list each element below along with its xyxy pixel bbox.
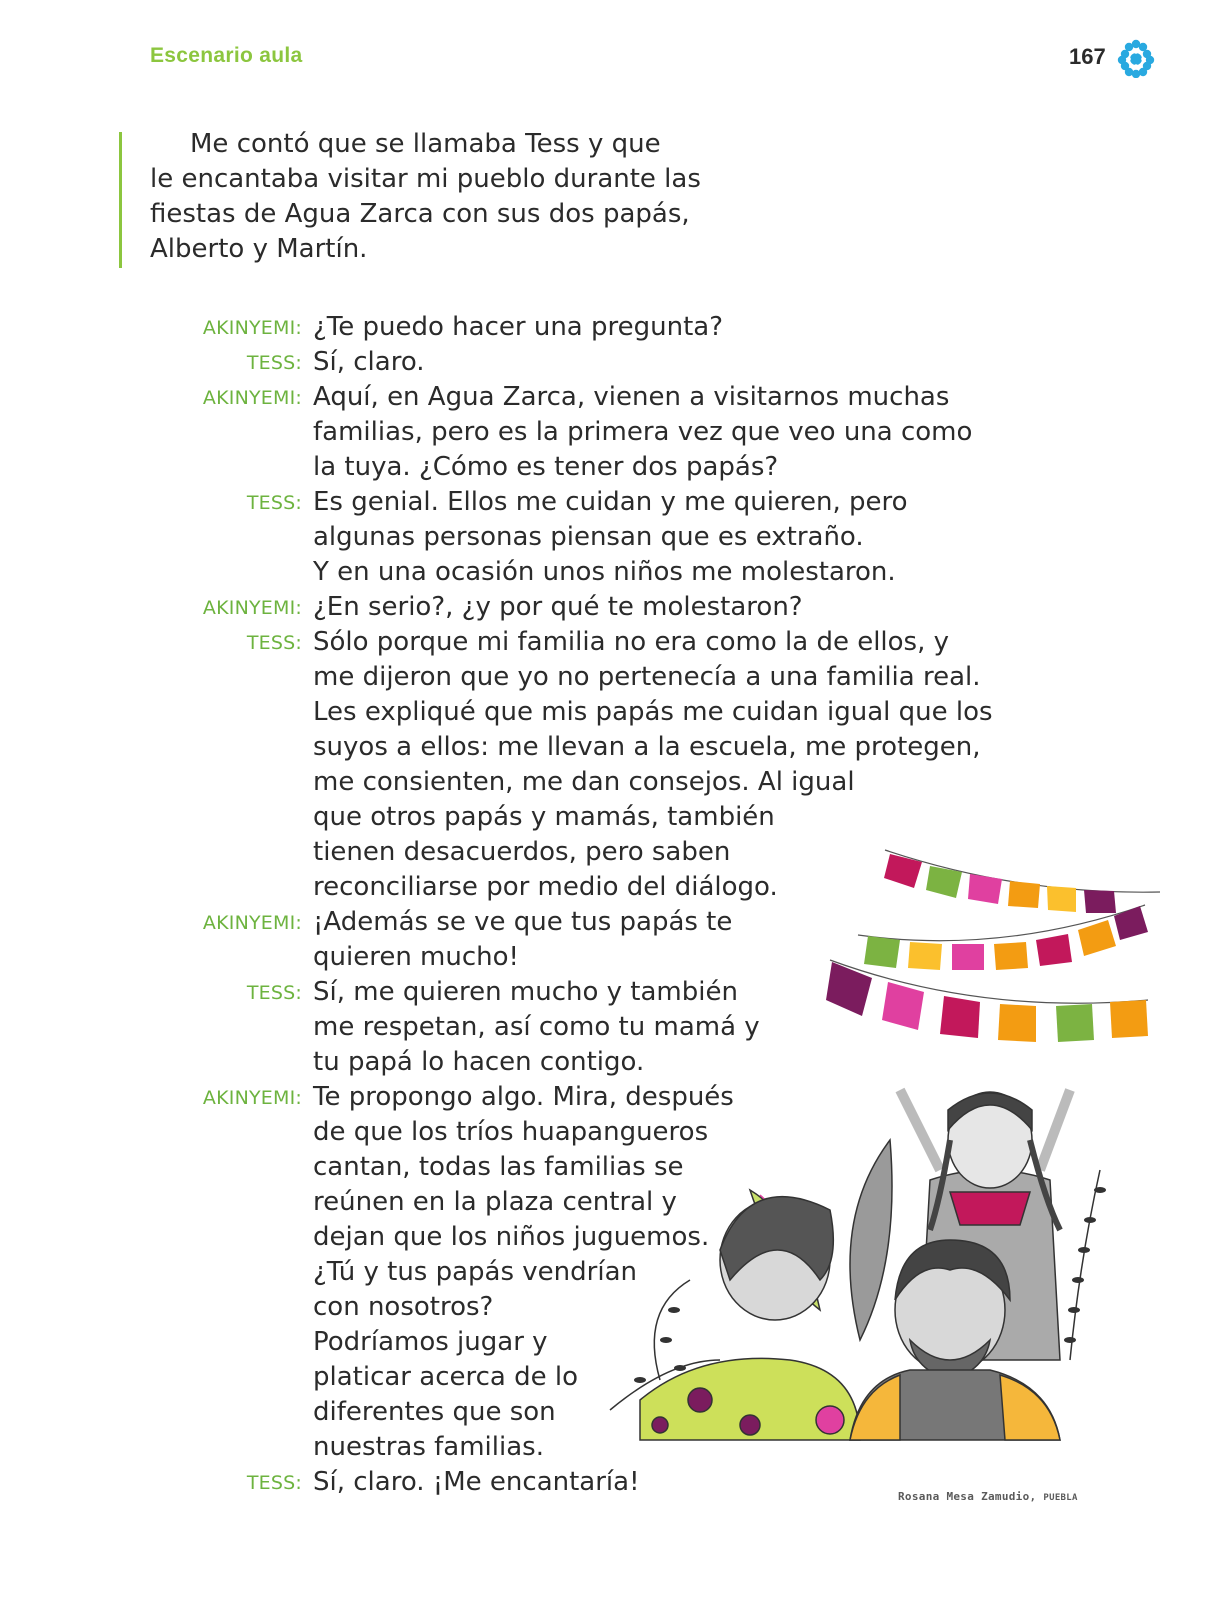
speech-line: reúnen en la plaza central y: [313, 1187, 677, 1217]
speech-line: que otros papás y mamás, también: [313, 802, 775, 832]
speech-line: tu papá lo hacen contigo.: [313, 1047, 645, 1077]
speaker-label: AKINYEMI:: [202, 387, 302, 409]
speech-line: ¿Tú y tus papás vendrían: [313, 1257, 637, 1287]
credit-author: Rosana Mesa Zamudio,: [898, 1490, 1037, 1503]
intro-line: Me contó que se llamaba Tess y que: [190, 129, 661, 159]
speech-line: la tuya. ¿Cómo es tener dos papás?: [313, 452, 779, 482]
speech-line: familias, pero es la primera vez que veo una como: [313, 417, 973, 447]
dialogue-turn: [150, 310, 1050, 345]
speech-line: Les expliqué que mis papás me cuidan igual que los: [313, 697, 993, 727]
speech-line: Sí, me quieren mucho y también: [313, 977, 738, 1007]
speaker-label: AKINYEMI:: [202, 597, 302, 619]
speech-text: [313, 590, 1050, 625]
speech-line: Sí, claro.: [313, 347, 425, 377]
speech-line: platicar acerca de lo: [313, 1362, 578, 1392]
speech-text: [313, 345, 1050, 380]
speech-line: dejan que los niños juguemos.: [313, 1222, 710, 1252]
speaker-label: AKINYEMI:: [202, 1087, 302, 1109]
page-number: 167: [1069, 44, 1106, 69]
speech-line: Y en una ocasión unos niños me molestaron.: [313, 557, 896, 587]
speech-line: me respetan, así como tu mamá y: [313, 1012, 760, 1042]
speech-line: diferentes que son: [313, 1397, 556, 1427]
speech-line: reconciliarse por medio del diálogo.: [313, 872, 778, 902]
intro-line: Alberto y Martín.: [150, 234, 368, 264]
speech-text: [313, 310, 1050, 345]
speech-line: nuestras familias.: [313, 1432, 544, 1462]
dialogue-turn: [150, 380, 1050, 485]
speech-line: ¿En serio?, ¿y por qué te molestaron?: [313, 592, 803, 622]
mother-figure: [640, 1197, 860, 1440]
intro-line: fiestas de Agua Zarca con sus dos papás,: [150, 199, 690, 229]
speech-line: Te propongo algo. Mira, después: [313, 1082, 734, 1112]
speech-line: Podríamos jugar y: [313, 1327, 548, 1357]
speech-line: Sí, claro. ¡Me encantaría!: [313, 1467, 640, 1497]
speaker-label: TESS:: [246, 492, 302, 514]
section-title: Escenario aula: [150, 44, 303, 67]
dialogue-turn: [150, 590, 1050, 625]
speech-line: ¡Además se ve que tus papás te: [313, 907, 733, 937]
dialogue-turn: [150, 345, 1050, 380]
speech-line: quieren mucho!: [313, 942, 519, 972]
speech-line: cantan, todas las familias se: [313, 1152, 684, 1182]
speaker-label: TESS:: [246, 982, 302, 1004]
speaker-label: TESS:: [246, 632, 302, 654]
speech-line: algunas personas piensan que es extraño.: [313, 522, 864, 552]
speech-line: Es genial. Ellos me cuidan y me quieren, pero: [313, 487, 908, 517]
family-illustration: [600, 840, 1170, 1480]
credit-state: PUEBLA: [1043, 1493, 1078, 1503]
speaker-label: TESS:: [246, 1472, 302, 1494]
speaker-label: AKINYEMI:: [202, 912, 302, 934]
speech-line: ¿Te puedo hacer una pregunta?: [313, 312, 723, 342]
speech-text: [313, 485, 1050, 590]
intro-line: le encantaba visitar mi pueblo durante las: [150, 164, 701, 194]
speaker-label: AKINYEMI:: [202, 317, 302, 339]
speech-line: me dijeron que yo no pertenecía a una familia real.: [313, 662, 981, 692]
speech-line: Sólo porque mi familia no era como la de ellos, y: [313, 627, 950, 657]
speech-line: Aquí, en Agua Zarca, vienen a visitarnos muchas: [313, 382, 950, 412]
dialogue-turn: [150, 485, 1050, 590]
speech-line: con nosotros?: [313, 1292, 494, 1322]
book-logo-icon: [1116, 38, 1156, 78]
speech-text: [313, 380, 1050, 485]
intro-paragraph: [150, 127, 770, 267]
intro-accent-bar: [119, 132, 122, 268]
papel-picado-bunting: [826, 850, 1160, 1042]
speech-line: suyos a ellos: me llevan a la escuela, me protegen,: [313, 732, 981, 762]
speaker-label: TESS:: [246, 352, 302, 374]
speech-line: me consienten, me dan consejos. Al igual: [313, 767, 855, 797]
illustration-credit: [898, 1490, 1078, 1503]
speech-line: tienen desacuerdos, pero saben: [313, 837, 731, 867]
speech-line: de que los tríos huapangueros: [313, 1117, 709, 1147]
